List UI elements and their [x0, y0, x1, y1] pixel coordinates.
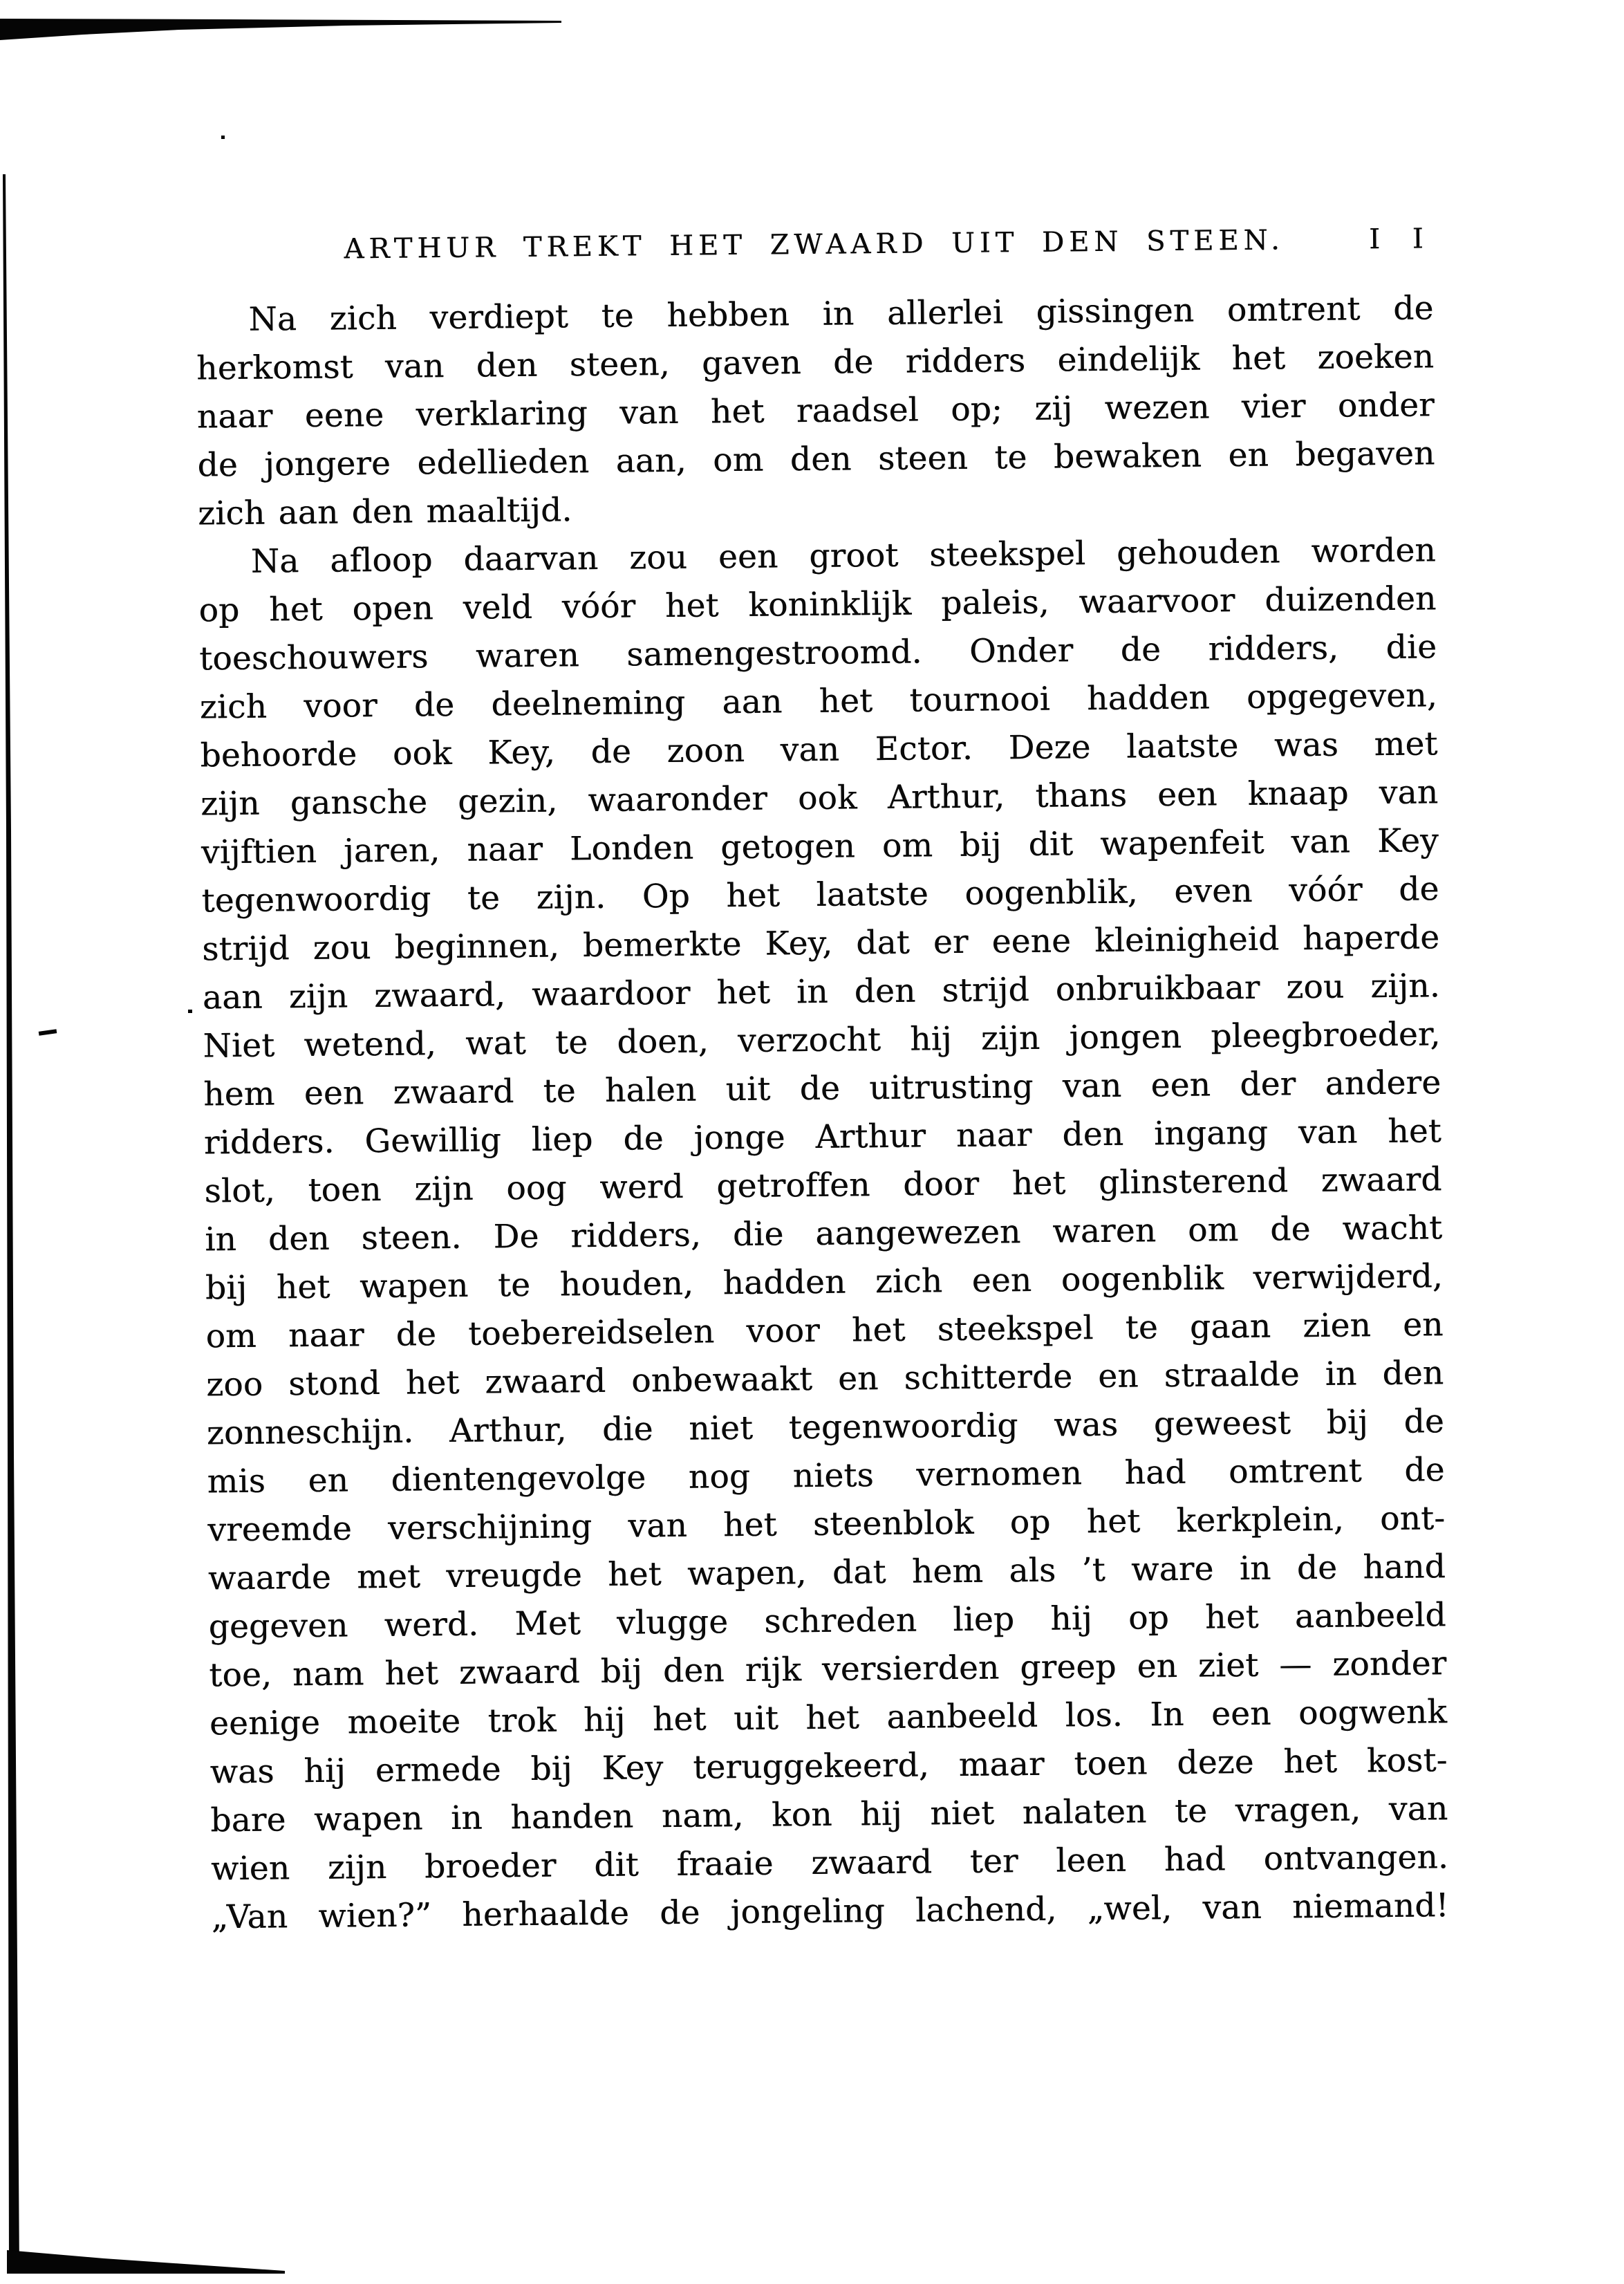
text-line: tegenwoordig te zijn. Op het laatste oogenblik, even vóór de	[201, 870, 1439, 920]
text-line: zonneschijn. Arthur, die niet tegenwoordig was geweest bij de	[206, 1402, 1445, 1453]
text-line: hem een zwaard te halen uit de uitrusting van een der andere	[203, 1064, 1441, 1114]
text-line: waarde met vreugde het wapen, dat hem als ’t ware in de hand	[207, 1548, 1446, 1598]
text-line: in den steen. De ridders, die aangewezen waren om de wacht	[205, 1209, 1443, 1259]
text-line: herkomst van den steen, gaven de ridders eindelijk het zoeken	[196, 337, 1435, 388]
text-line: vijftien jaren, naar Londen getogen om bij dit wapenfeit van Key	[200, 821, 1439, 872]
text-line: zoo stond het zwaard onbewaakt en schitterde en straalde in den	[206, 1354, 1444, 1404]
text-line: ridders. Gewillig liep de jonge Arthur naar den ingang van het	[203, 1112, 1442, 1162]
text-line: toe, nam het zwaard bij den rijk versierden greep en ziet — zonder	[209, 1644, 1447, 1695]
text-line: strijd zou beginnen, bemerkte Key, dat er eene kleinigheid haperde	[202, 918, 1440, 969]
text-line: vreemde verschijning van het steenblok op het kerkplein, ont-	[207, 1499, 1446, 1550]
text-line: om naar de toebereidselen voor het steekspel te gaan zien en	[205, 1306, 1444, 1356]
text-line: slot, toen zijn oog werd getroffen door het glinsterend zwaard	[204, 1160, 1442, 1211]
text-line: Niet wetend, wat te doen, verzocht hij zijn jongen pleegbroeder,	[203, 1015, 1441, 1066]
text-line: aan zijn zwaard, waardoor het in den strijd onbruikbaar zou zijn.	[202, 967, 1441, 1017]
text-line: bij het wapen te houden, hadden zich een oogenblik verwijderd,	[205, 1257, 1444, 1308]
text-line: zich voor de deelneming aan het tournooi hadden opgegeven,	[199, 676, 1438, 727]
text-line: Na afloop daarvan zou een groot steekspel gehouden worden	[250, 531, 1437, 581]
text-line: behoorde ook Key, de zoon van Ector. Deze laatste was met	[200, 725, 1438, 775]
running-head	[195, 221, 1432, 268]
text-line: gegeven werd. Met vlugge schreden liep hij op het aanbeeld	[208, 1596, 1446, 1646]
text-line: op het open veld vóór het koninklijk paleis, waarvoor duizenden	[198, 579, 1437, 630]
text-line: zich aan den maaltijd.	[197, 491, 572, 533]
text-line: eenige moeite trok hij het uit het aanbeeld los. In een oogwenk	[209, 1693, 1448, 1743]
text-line: naar eene verklaring van het raadsel op; zij wezen vier onder	[196, 386, 1435, 436]
text-line: de jongere edellieden aan, om den steen te bewaken en begaven	[197, 434, 1435, 485]
page-number: I I	[1368, 223, 1430, 256]
text-line: mis en dientengevolge nog niets vernomen had omtrent de	[207, 1451, 1445, 1501]
text-line: bare wapen in handen nam, kon hij niet nalaten te vragen, van	[210, 1790, 1448, 1840]
text-line: Na zich verdiept te hebben in allerlei gissingen omtrent de	[248, 289, 1434, 339]
text-line: toeschouwers waren samengestroomd. Onder de ridders, die	[198, 628, 1437, 678]
page-body-text	[196, 284, 1449, 1942]
text-line: wien zijn broeder dit fraaie zwaard ter leen had ontvangen.	[210, 1838, 1449, 1888]
page-header-title: ARTHUR TREKT HET ZWAARD UIT DEN STEEN.	[344, 224, 1285, 266]
text-line: zijn gansche gezin, waaronder ook Arthur, thans een knaap van	[200, 773, 1439, 824]
text-line: „Van wien?” herhaalde de jongeling lachend, „wel, van niemand!	[211, 1886, 1449, 1937]
text-line: was hij ermede bij Key teruggekeerd, maar toen deze het kost-	[209, 1741, 1448, 1792]
